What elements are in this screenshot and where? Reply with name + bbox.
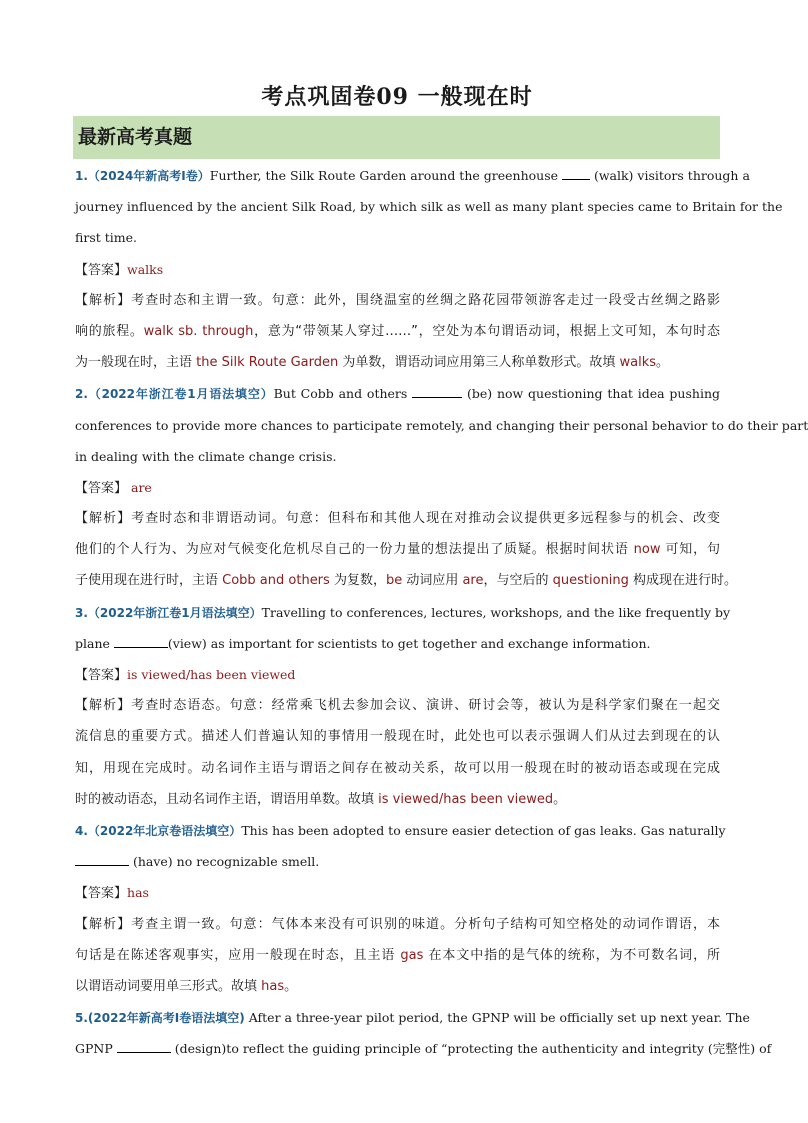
q2-answer: 【答案】 are [75,479,152,496]
q5-line-1: 5.(2022年新高考I卷语法填空) After a three-year pilot period, the GPNP will be officially set up next year. The [75,1010,750,1026]
q5-line-2: GPNP (design)to reflect the guiding principle of “protecting the authenticity and integrity (完整性) of [75,1041,772,1057]
q4-answer: 【答案】has [75,885,149,902]
q3-explanation-4: 时的被动语态，且动名词作主语，谓语用单数。故填 is viewed/has been viewed。 [75,791,567,807]
q4-source: 4.（2022年北京卷语法填空） [75,823,242,838]
q1-explanation-1: 【解析】考查时态和主谓一致。句意：此外，围绕温室的丝绸之路花园带领游客走过一段受古丝绸之路影 [75,292,720,308]
q5-source: 5.(2022年新高考I卷语法填空) [75,1011,245,1026]
answer-blank [117,1040,171,1053]
q1-answer: 【答案】walks [75,261,164,278]
q2-source: 2.（2022年浙江卷1月语法填空） [75,387,274,402]
q2-explanation-1: 【解析】考查时态和非谓语动词。句意：但科布和其他人现在对推动会议提供更多远程参与的机会、改变 [75,511,720,527]
q2-explanation-2: 他们的个人行为、为应对气候变化危机尽自己的一份力量的想法提出了质疑。根据时间状语 now 可知，句 [75,542,720,558]
q4-line-1: 4.（2022年北京卷语法填空）This has been adopted to ensure easier detection of gas leaks. Gas naturally [75,822,726,838]
q1-line-1: 1.（2024年新高考I卷）Further, the Silk Route Garden around the greenhouse (walk) visitors through a [75,168,750,183]
answer-blank [412,385,462,398]
answer-blank [562,167,590,180]
q2-line-2: conferences to provide more chances to participate remotely, and changing their personal behavior to do their part [75,417,808,433]
q2-explanation-3: 子使用现在进行时，主语 Cobb and others 为复数，be 动词应用 are，与空后的 questioning 构成现在进行时。 [75,573,738,589]
q3-source: 3.（2022年浙江卷1月语法填空） [75,605,262,620]
q4-explanation-3: 以谓语动词要用单三形式。故填 has。 [75,978,298,994]
q4-explanation-1: 【解析】考查主谓一致。句意：气体本来没有可识别的味道。分析句子结构可知空格处的动词作谓语，本 [75,916,720,932]
q3-line-2: plane (view) as important for scientists to get together and exchange information. [75,635,651,651]
q1-explanation-3: 为一般现在时，主语 the Silk Route Garden 为单数，谓语动词应用第三人称单数形式。故填 walks。 [75,355,670,371]
q4-line-2: (have) no recognizable smell. [75,846,720,877]
q2-line-1: 2.（2022年浙江卷1月语法填空）But Cobb and others (be) now questioning that idea pushing [75,386,720,402]
q3-line-1: 3.（2022年浙江卷1月语法填空）Travelling to conferences, lectures, workshops, and the like frequently by [75,604,731,620]
section-header: 最新高考真题 [73,116,720,159]
q3-explanation-3: 知，用现在完成时。动名词作主语与谓语之间存在被动关系，故可以用一般现在时的被动语态或现在完成 [75,760,720,776]
q3-answer: 【答案】is viewed/has been viewed [75,667,296,683]
answer-blank [114,635,168,648]
q3-explanation-2: 流信息的重要方式。描述人们普遍认知的事情用一般现在时，此处也可以表示强调人们从过去到现在的认 [75,729,720,745]
q1-source: 1.（2024年新高考I卷） [75,169,210,183]
q1-line-2: journey influenced by the ancient Silk Road, by which silk as well as many plant species came to Britain for the [75,199,783,215]
q4-explanation-2: 句话是在陈述客观事实，应用一般现在时态，且主语 gas 在本文中指的是气体的统称，为不可数名词，所 [75,947,720,963]
q2-line-3: in dealing with the climate change crisis. [75,448,337,464]
content [75,160,808,1064]
page-title: 考点巩固卷09 一般现在时 [261,84,533,110]
q3-explanation-1: 【解析】考查时态语态。句意：经常乘飞机去参加会议、演讲、研讨会等，被认为是科学家们聚在一起交 [75,698,720,714]
q1-explanation-2: 响的旅程。walk sb. through，意为“带领某人穿过……”，空处为本句谓语动词，根据上文可知，本句时态 [75,323,720,339]
answer-blank [75,853,129,866]
q1-line-3: first time. [75,230,137,246]
